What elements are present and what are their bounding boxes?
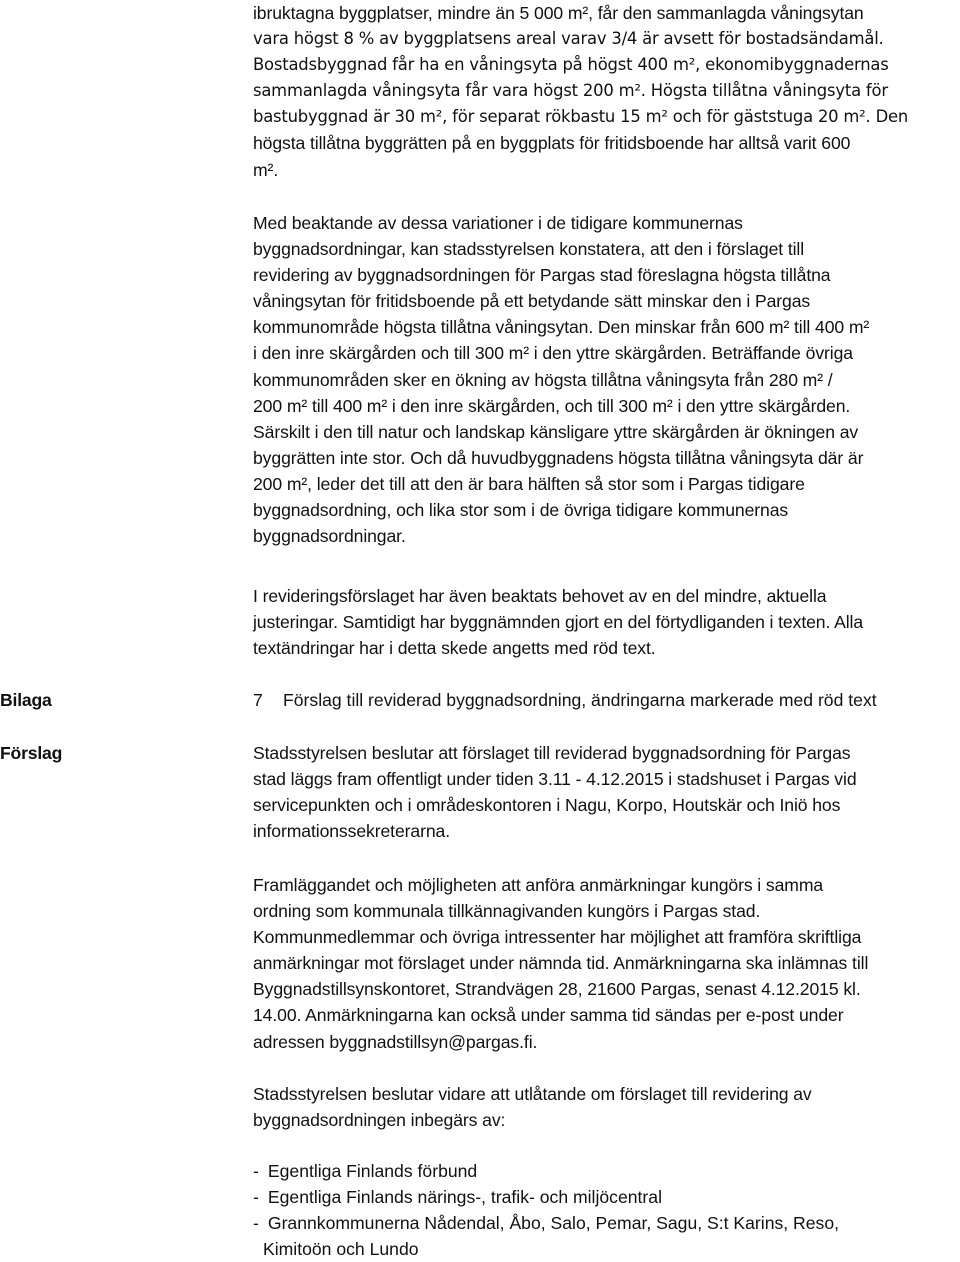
list-item-text: Egentliga Finlands förbund bbox=[267, 1161, 478, 1181]
text-line: kommunområden sker en ökning av högsta tillåtna våningsyta från 280 m² / bbox=[253, 369, 833, 390]
text-line: ibruktagna byggplatser, mindre än 5 000 m², får den sammanlagda våningsytan bbox=[253, 3, 864, 23]
text-line: I revideringsförslaget har även beaktats behovet av en del mindre, aktuella bbox=[253, 586, 827, 606]
text-line: byggrätten inte stor. Och då huvudbyggnadens högsta tillåtna våningsyta där är bbox=[253, 447, 864, 468]
list-item-text: Grannkommunerna Nådendal, Åbo, Salo, Pemar, Sagu, S:t Karins, Reso, bbox=[267, 1213, 840, 1234]
text-line: Med beaktande av dessa variationer i de tidigare kommunernas bbox=[253, 213, 743, 233]
list-item bbox=[253, 1210, 959, 1262]
text-line: ordning som kommunala tillkännagivanden kungörs i Pargas stad. bbox=[253, 901, 761, 922]
text-line: Bostadsbyggnad får ha en våningsyta på högst 400 m², ekonomibyggnadernas bbox=[253, 55, 889, 75]
text-line: byggnadsordning, och lika stor som i de övriga tidigare kommunernas bbox=[253, 500, 789, 521]
text-line: 200 m², leder det till att den är bara hälften så stor som i Pargas tidigare bbox=[253, 473, 805, 494]
bilaga-entry bbox=[253, 687, 877, 713]
text-line: stad läggs fram offentligt under tiden 3.11 - 4.12.2015 i stadshuset i Pargas vid bbox=[253, 769, 857, 790]
list-dash: - bbox=[253, 1161, 259, 1181]
paragraph-announcement bbox=[253, 872, 959, 1055]
text-line: byggnadsordningen inbegärs av: bbox=[253, 1110, 506, 1131]
text-line: Byggnadstillsynskontoret, Strandvägen 28, 21600 Pargas, senast 4.12.2015 kl. bbox=[253, 979, 861, 1000]
list-dash: - bbox=[253, 1187, 259, 1208]
text-line: Särskilt i den till natur och landskap känsligare yttre skärgården är ökningen av bbox=[253, 421, 859, 442]
text-line: kommunområde högsta tillåtna våningsytan. Den minskar från 600 m² till 400 m² bbox=[253, 317, 870, 338]
text-line: informationssekreterarna. bbox=[253, 821, 450, 842]
text-line: 14.00. Anmärkningarna kan också under samma tid sändas per e-post under bbox=[253, 1005, 844, 1026]
forslag-text bbox=[253, 740, 959, 844]
text-line: högsta tillåtna byggrätten på en byggplats för fritidsboende har alltså varit 600 bbox=[253, 133, 851, 154]
text-line: adressen byggnadstillsyn@pargas.fi. bbox=[253, 1031, 538, 1052]
text-line: Framläggandet och möjligheten att anföra anmärkningar kungörs i samma bbox=[253, 875, 824, 895]
text-line: servicepunkten och i områdeskontoren i Nagu, Korpo, Houtskär och Iniö hos bbox=[253, 795, 841, 816]
text-line: byggnadsordningar, kan stadsstyrelsen konstatera, att den i förslaget till bbox=[253, 239, 805, 260]
list-item bbox=[253, 1184, 959, 1210]
text-line: anmärkningar mot förslaget under nämnda tid. Anmärkningarna ska inlämnas till bbox=[253, 953, 869, 974]
text-line: revidering av byggnadsordningen för Pargas stad föreslagna högsta tillåtna bbox=[253, 265, 831, 286]
paragraph-variations bbox=[253, 210, 959, 549]
text-line: 200 m² till 400 m² i den inre skärgården, och till 300 m² i den yttre skärgården. bbox=[253, 395, 851, 416]
list-item bbox=[253, 1158, 959, 1184]
text-line: Stadsstyrelsen beslutar att förslaget till reviderad byggnadsordning för Pargas bbox=[253, 743, 851, 763]
text-line: våningsytan för fritidsboende på ett betydande sätt minskar den i Pargas bbox=[253, 291, 811, 312]
paragraph-statements bbox=[253, 1081, 959, 1133]
list-item-text: Kimitoön och Lundo bbox=[263, 1239, 419, 1260]
bilaga-label: Bilaga bbox=[0, 690, 52, 710]
bilaga-title: Förslag till reviderad byggnadsordning, ändringarna markerade med röd text bbox=[283, 690, 877, 710]
text-line: sammanlagda våningsyta får vara högst 200 m². Högsta tillåtna våningsyta för bbox=[253, 81, 888, 101]
list-item-text: Egentliga Finlands närings-, trafik- och miljöcentral bbox=[267, 1187, 662, 1208]
text-line: m². bbox=[253, 159, 279, 180]
list-dash: - bbox=[253, 1213, 259, 1234]
text-line: vara högst 8 % av byggplatsens areal varav 3/4 är avsett för bostadsändamål. bbox=[253, 29, 884, 49]
text-line: bastubyggnad är 30 m², för separat rökbastu 15 m² och för gäststuga 20 m². Den bbox=[253, 107, 909, 127]
text-line: justeringar. Samtidigt har byggnämnden gjort en del förtydliganden i texten. Alla bbox=[253, 612, 864, 633]
statement-recipients-list bbox=[253, 1158, 959, 1262]
text-line: i den inre skärgården och till 300 m² i den yttre skärgården. Beträffande övriga bbox=[253, 343, 853, 364]
forslag-label: Förslag bbox=[0, 743, 63, 763]
text-line: textändringar har i detta skede angetts med röd text. bbox=[253, 638, 656, 659]
text-line: byggnadsordningar. bbox=[253, 526, 406, 547]
text-line: Kommunmedlemmar och övriga intressenter har möjlighet att framföra skriftliga bbox=[253, 927, 862, 948]
text-line: Stadsstyrelsen beslutar vidare att utlåtande om förslaget till revidering av bbox=[253, 1084, 812, 1104]
paragraph-revision-notes bbox=[253, 583, 959, 661]
bilaga-number: 7 bbox=[253, 690, 263, 710]
paragraph-building-rights bbox=[253, 0, 959, 183]
